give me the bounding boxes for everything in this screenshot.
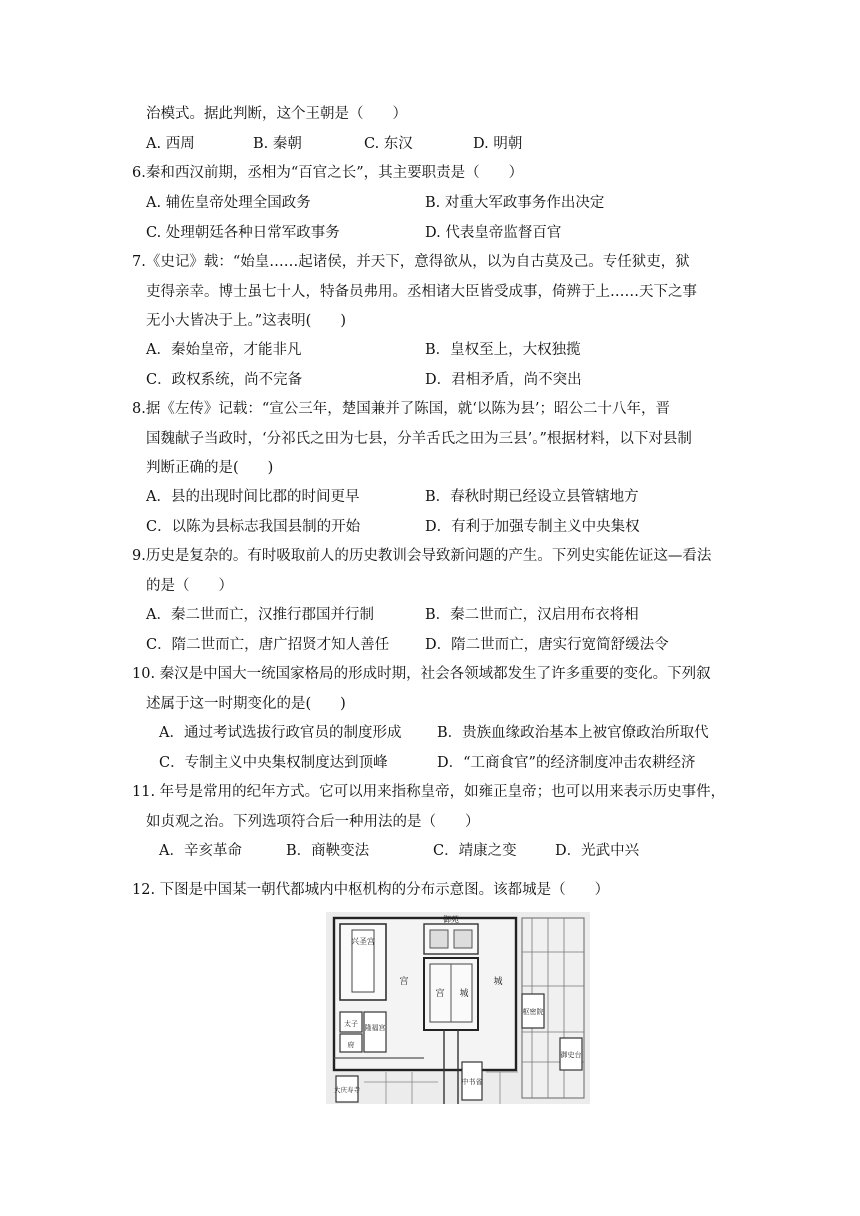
- q6-option-d: D. 代表皇帝监督百官: [425, 225, 562, 241]
- cheng-label-inner: 城: [459, 989, 469, 999]
- question-10-line-2: 述属于这一时期变化的是( ): [146, 696, 346, 712]
- cheng-label-outer: 城: [493, 977, 503, 987]
- q5-option-c: C. 东汉: [364, 136, 413, 152]
- garden-plot-left: [430, 930, 448, 948]
- question-7-line-2: 吏得亲幸。博士虽七十人，特备员弗用。丞相诸大臣皆受成事，倚辨于上……天下之事: [146, 284, 697, 300]
- q9-option-d: D．隋二世而亡，唐实行宽简舒缓法令: [425, 637, 669, 653]
- longfu-label: 隆福宫: [364, 1024, 386, 1032]
- shumi-label: 枢密院: [522, 1008, 544, 1016]
- gong-label-outer: 宫: [399, 977, 409, 987]
- daqing-label: 大庆寿寺: [334, 1086, 360, 1094]
- question-10-line-1: 10. 秦汉是中国大一统国家格局的形成时期，社会各领域都发生了许多重要的变化。下列叙: [132, 666, 711, 682]
- taizi-label: 太子: [344, 1020, 358, 1028]
- q8-option-a: A．县的出现时间比郡的时间更早: [146, 489, 360, 505]
- question-8-line-3: 判断正确的是( ): [146, 460, 274, 476]
- longfu-palace-block: [364, 1012, 386, 1052]
- gong-label-inner: 宫: [435, 989, 445, 999]
- q9-option-a: A．秦二世而亡，汉推行郡国并行制: [146, 607, 374, 623]
- capital-layout-svg: [326, 912, 590, 1104]
- q7-option-d: D．君相矛盾，尚不突出: [425, 372, 582, 388]
- q8-option-c: C．以陈为县标志我国县制的开始: [146, 519, 361, 535]
- q11-option-b: B．商鞅变法: [286, 843, 370, 859]
- question-11-line-1: 11. 年号是常用的纪年方式。它可以用来指称皇帝，如雍正皇帝；也可以用来表示历史事件，: [132, 784, 726, 800]
- q7-option-b: B．皇权至上，大权独揽: [425, 342, 581, 358]
- zhongshu-label: 中书省: [461, 1078, 483, 1086]
- yuyuan-label: 御苑: [443, 915, 459, 924]
- question-9-line-1: 9.历史是复杂的。有时吸取前人的历史教训会导致新问题的产生。下列史实能佐证这—看法: [132, 548, 712, 564]
- q10-option-c: C．专制主义中央集权制度达到顶峰: [159, 755, 388, 771]
- yushi-label: 御史台: [560, 1051, 582, 1059]
- question-12-stem: 12. 下图是中国某一朝代都城内中枢机构的分布示意图。该都城是（ ）: [132, 882, 610, 898]
- q8-option-d: D．有利于加强专制主义中央集权: [425, 519, 640, 535]
- garden-plot-right: [454, 930, 472, 948]
- question-5-stem-tail: 治模式。据此判断，这个王朝是（ ）: [146, 106, 407, 122]
- xingsheng-label-1: 兴圣宫: [351, 937, 375, 946]
- q7-option-a: A．秦始皇帝，才能非凡: [146, 342, 302, 358]
- q9-option-c: C．隋二世而亡，唐广招贤才知人善任: [146, 637, 390, 653]
- q6-option-b: B. 对重大军政事务作出决定: [425, 195, 605, 211]
- question-11-line-2: 如贞观之治。下列选项符合后一种用法的是（ ）: [146, 814, 480, 830]
- fu-label: 府: [347, 1041, 355, 1049]
- q7-option-c: C．政权系统，尚不完备: [146, 372, 303, 388]
- q5-option-b: B. 秦朝: [253, 136, 302, 152]
- q11-option-a: A．辛亥革命: [159, 843, 242, 859]
- q11-option-d: D．光武中兴: [555, 843, 640, 859]
- q10-option-d: D．“工商食官”的经济制度冲击农耕经济: [437, 755, 696, 771]
- q8-option-b: B．春秋时期已经设立县管辖地方: [425, 489, 639, 505]
- question-7-line-1: 7.《史记》载：“始皇……起诸侯，并天下，意得欲从，以为自古莫及己。专任狱吏，狱: [132, 254, 690, 270]
- question-9-line-2: 的是（ ）: [146, 578, 233, 594]
- question-8-line-1: 8.据《左传》记载：“宣公三年，楚国兼并了陈国，就‘以陈为县’；昭公二十八年，晋: [132, 401, 670, 417]
- q10-option-b: B．贵族血缘政治基本上被官僚政治所取代: [437, 725, 709, 741]
- q6-option-c: C. 处理朝廷各种日常军政事务: [146, 225, 340, 241]
- q9-option-b: B．秦二世而亡，汉启用布衣将相: [425, 607, 639, 623]
- q10-option-a: A．通过考试选拔行政官员的制度形成: [159, 725, 402, 741]
- q11-option-c: C．靖康之变: [433, 843, 517, 859]
- question-7-line-3: 无小大皆决于上。”这表明( ): [146, 313, 346, 329]
- q5-option-a: A. 西周: [146, 136, 195, 152]
- capital-layout-map: [326, 912, 590, 1104]
- question-8-line-2: 国魏献子当政时，‘分祁氏之田为七县，分羊舌氏之田为三县’。”根据材料，以下对县制: [146, 431, 692, 447]
- question-6-stem: 6.秦和西汉前期，丞相为“百官之长”，其主要职责是（ ）: [132, 165, 524, 181]
- q5-option-d: D. 明朝: [473, 136, 523, 152]
- q6-option-a: A. 辅佐皇帝处理全国政务: [146, 195, 311, 211]
